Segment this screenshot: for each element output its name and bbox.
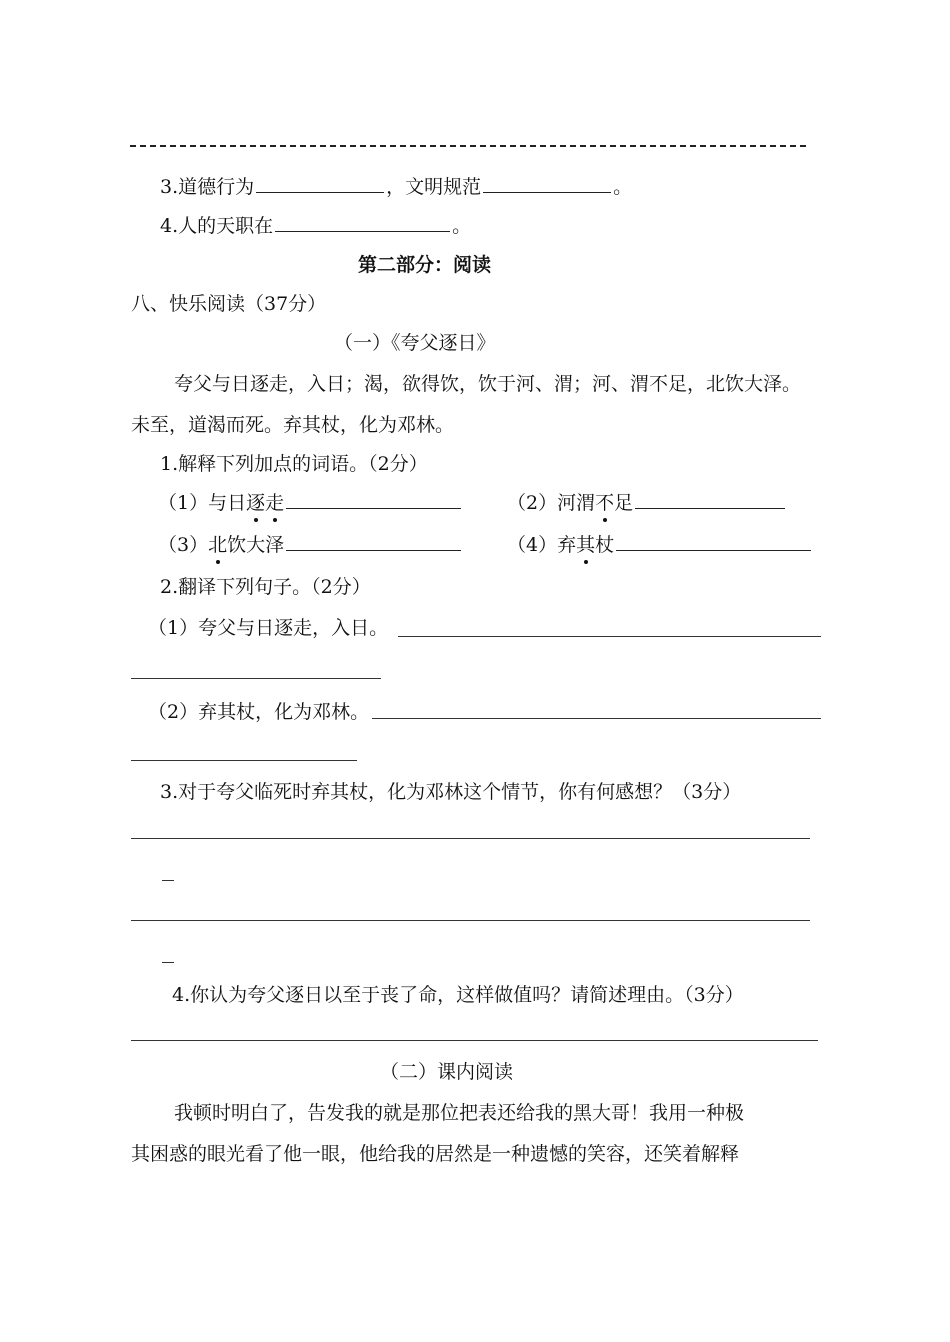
item-3-blank-1[interactable] — [256, 174, 384, 193]
item-4-text-end: 。 — [452, 215, 472, 237]
question-3: 3.对于夸父临死时弃其杖，化为邓林这个情节，你有何感想？（3分） — [160, 781, 742, 803]
q2-s1-answer-line-b[interactable] — [131, 678, 381, 679]
q2-s2-answer-line-b[interactable] — [131, 760, 357, 761]
fill-in-item-4 — [160, 213, 471, 238]
reading-2-passage-line-2: 其困惑的眼光看了他一眼，他给我的居然是一种遗憾的笑容，还笑着解释 — [131, 1143, 740, 1165]
q2-s1-answer-line-a[interactable] — [398, 636, 821, 637]
question-1: 1.解释下列加点的词语。（2分） — [160, 453, 428, 475]
q3-answer-line-2[interactable] — [131, 920, 810, 921]
q1-item-3: （3）北饮大泽 — [158, 532, 463, 557]
section-8-heading: 八、快乐阅读（37分） — [131, 293, 327, 315]
reading-1-passage-line-1: 夸父与日逐走，入日；渴，欲得饮，饮于河、渭；河、渭不足，北饮大泽。 — [174, 373, 802, 395]
reading-1-title: （一）《夸父逐日》 — [334, 332, 496, 354]
q1-item-2-blank[interactable] — [635, 490, 785, 509]
q3-answer-line-1[interactable] — [131, 838, 810, 839]
reading-1-passage-line-2: 未至，道渴而死。弃其杖，化为邓林。 — [131, 414, 455, 436]
part-title: 第二部分：阅读 — [358, 254, 492, 276]
q1-item-4-blank[interactable] — [616, 532, 811, 551]
q2-s2-answer-line-a[interactable] — [372, 718, 821, 719]
item-3-text-a: 3.道德行为 — [160, 176, 255, 198]
q1-item-4: （4）弃其杖 — [507, 532, 813, 557]
top-dashed-rule — [130, 145, 806, 147]
q1-item-1-blank[interactable] — [286, 490, 461, 509]
q4-answer-line[interactable] — [131, 1040, 818, 1041]
item-3-text-end: 。 — [613, 176, 633, 198]
item-3-text-b: ，文明规范 — [386, 176, 482, 198]
q3-answer-line-1-tail — [162, 880, 174, 881]
item-4-text-a: 4.人的天职在 — [160, 215, 274, 237]
reading-2-passage-line-1: 我顿时明白了，告发我的就是那位把表还给我的黑大哥！我用一种极 — [174, 1102, 745, 1124]
item-3-blank-2[interactable] — [483, 174, 611, 193]
reading-2-title: （二）课内阅读 — [380, 1061, 514, 1083]
q2-sentence-1: （1）夸父与日逐走，入日。 — [148, 617, 389, 639]
fill-in-item-3 — [160, 174, 632, 199]
item-4-blank[interactable] — [275, 213, 450, 232]
q1-item-1: （1）与日逐走 — [158, 490, 463, 515]
q1-item-2: （2）河渭不足 — [507, 490, 787, 515]
q3-answer-line-2-tail — [162, 962, 174, 963]
question-2: 2.翻译下列句子。（2分） — [160, 576, 371, 598]
q1-item-3-blank[interactable] — [286, 532, 461, 551]
question-4: 4.你认为夸父逐日以至于丧了命，这样做值吗？请简述理由。（3分） — [172, 984, 744, 1006]
q2-sentence-2: （2）弃其杖，化为邓林。 — [148, 701, 370, 723]
